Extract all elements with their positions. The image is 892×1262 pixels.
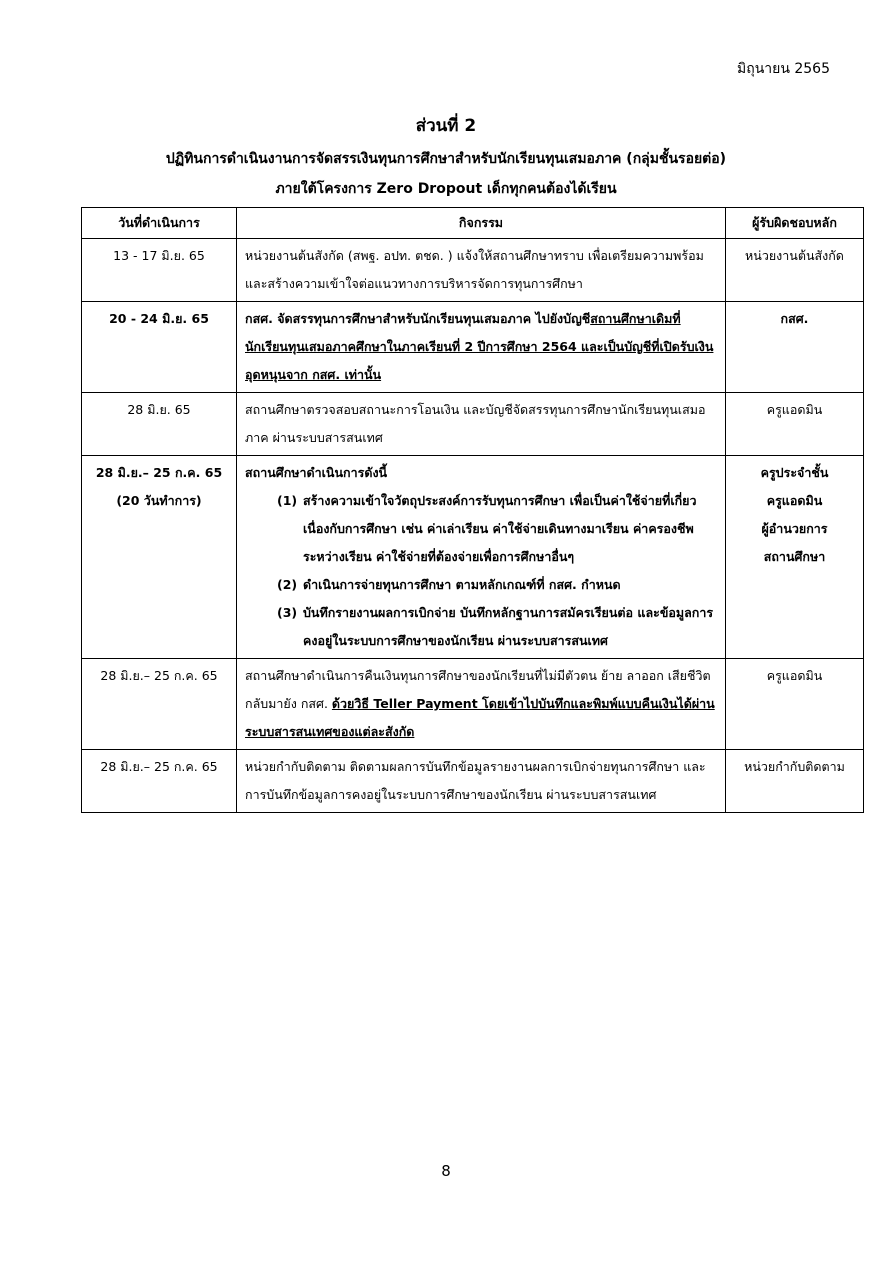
header-responsible: ผู้รับผิดชอบหลัก xyxy=(726,208,864,239)
step-text: ดำเนินการจ่ายทุนการศึกษา ตามหลักเกณฑ์ที่ กสศ. กำหนด xyxy=(303,577,621,592)
schedule-table xyxy=(81,207,864,813)
row-responsible: หน่วยกำกับติดตาม xyxy=(726,750,864,813)
responsible-item: ครูแอดมิน xyxy=(766,493,823,508)
page-number: 8 xyxy=(441,1162,451,1180)
row-responsible: กสศ. xyxy=(726,302,864,393)
row-activity xyxy=(237,456,726,659)
row-activity: หน่วยงานต้นสังกัด (สพฐ. อปท. ตชด. ) แจ้งให้สถานศึกษาทราบ เพื่อเตรียมความพร้อมและสร้างความเข้าใจต่อแนวทางการบริหารจัดการทุนการศึกษา xyxy=(237,239,726,302)
step-list xyxy=(245,487,717,655)
row-date: 28 มิ.ย.– 25 ก.ค. 65 xyxy=(82,750,237,813)
row-activity: หน่วยกำกับติดตาม ติดตามผลการบันทึกข้อมูลรายงานผลการเบิกจ่ายทุนการศึกษา และการบันทึกข้อมูลการคงอยู่ในระบบการศึกษาของนักเรียน ผ่านระบบสารสนเทศ xyxy=(237,750,726,813)
table-row xyxy=(82,750,864,813)
responsible-item: ผู้อำนวยการ xyxy=(761,521,828,536)
activity-text: สถานศึกษาดำเนินการคืนเงินทุนการศึกษาของนักเรียนที่ไม่มีตัวตน ย้าย ลาออก เสียชีวิต กลับมายัง กสศ. xyxy=(245,668,711,711)
header-activity: กิจกรรม xyxy=(237,208,726,239)
step-number: (1) xyxy=(277,493,298,508)
activity-emphasis: ด้วยวิธี Teller Payment โดยเข้าไปบันทึกและพิมพ์แบบคืนเงินได้ผ่านระบบสารสนเทศของแต่ละสังกัด xyxy=(245,696,715,739)
table-row xyxy=(82,456,864,659)
row-date: 20 - 24 มิ.ย. 65 xyxy=(82,302,237,393)
document-date: มิถุนายน 2565 xyxy=(737,61,830,77)
date-range: 28 มิ.ย.– 25 ก.ค. 65 xyxy=(95,465,223,480)
table-row xyxy=(82,659,864,750)
row-date: 28 มิ.ย. 65 xyxy=(82,393,237,456)
table-row xyxy=(82,239,864,302)
row-date xyxy=(82,456,237,659)
step-item xyxy=(277,599,717,655)
document-subtitle: ภายใต้โครงการ Zero Dropout เด็กทุกคนต้องได้เรียน xyxy=(275,181,617,197)
date-note: (20 วันทำการ) xyxy=(116,493,202,508)
document-title: ปฏิทินการดำเนินงานการจัดสรรเงินทุนการศึกษาสำหรับนักเรียนทุนเสมอภาค (กลุ่มชั้นรอยต่อ) xyxy=(165,151,727,167)
part-heading: ส่วนที่ 2 xyxy=(415,116,477,136)
table-row xyxy=(82,393,864,456)
row-activity xyxy=(237,659,726,750)
title-block xyxy=(0,112,892,204)
step-text: สร้างความเข้าใจวัตถุประสงค์การรับทุนการศึกษา เพื่อเป็นค่าใช้จ่ายที่เกี่ยวเนื่องกับการศึกษา เช่น ค่าเล่าเรียน ค่าใช้จ่ายเดินทางมาเรียน ค่าครองชีพระหว่างเรียน ค่าใช้จ่ายที่ต้องจ่ายเพื่อการศึกษาอื่นๆ xyxy=(303,493,697,564)
activity-intro: สถานศึกษาดำเนินการดังนี้ xyxy=(245,465,388,480)
row-activity xyxy=(237,302,726,393)
responsible-item: ครูประจำชั้น xyxy=(760,465,829,480)
step-text: บันทึกรายงานผลการเบิกจ่าย บันทึกหลักฐานการสมัครเรียนต่อ และข้อมูลการคงอยู่ในระบบการศึกษาของนักเรียน ผ่านระบบสารสนเทศ xyxy=(303,605,714,648)
responsible-item: สถานศึกษา xyxy=(763,549,826,564)
step-item xyxy=(277,487,717,571)
table-header-row xyxy=(82,208,864,239)
header-date: วันที่ดำเนินการ xyxy=(82,208,237,239)
step-number: (2) xyxy=(277,577,298,592)
row-responsible: ครูแอดมิน xyxy=(726,393,864,456)
row-date: 13 - 17 มิ.ย. 65 xyxy=(82,239,237,302)
row-date: 28 มิ.ย.– 25 ก.ค. 65 xyxy=(82,659,237,750)
table-row xyxy=(82,302,864,393)
activity-emphasis: สถานศึกษาเดิมที่นักเรียนทุนเสมอภาคศึกษาในภาคเรียนที่ 2 ปีการศึกษา 2564 และเป็นบัญชีที่เปิดรับเงินอุดหนุนจาก กสศ. เท่านั้น xyxy=(245,311,714,382)
row-responsible: หน่วยงานต้นสังกัด xyxy=(726,239,864,302)
step-number: (3) xyxy=(277,605,298,620)
row-activity: สถานศึกษาตรวจสอบสถานะการโอนเงิน และบัญชีจัดสรรทุนการศึกษานักเรียนทุนเสมอภาค ผ่านระบบสารสนเทศ xyxy=(237,393,726,456)
activity-text: กสศ. จัดสรรทุนการศึกษาสำหรับนักเรียนทุนเสมอภาค ไปยังบัญชี xyxy=(245,311,591,326)
step-item xyxy=(277,571,717,599)
row-responsible xyxy=(726,456,864,659)
row-responsible: ครูแอดมิน xyxy=(726,659,864,750)
